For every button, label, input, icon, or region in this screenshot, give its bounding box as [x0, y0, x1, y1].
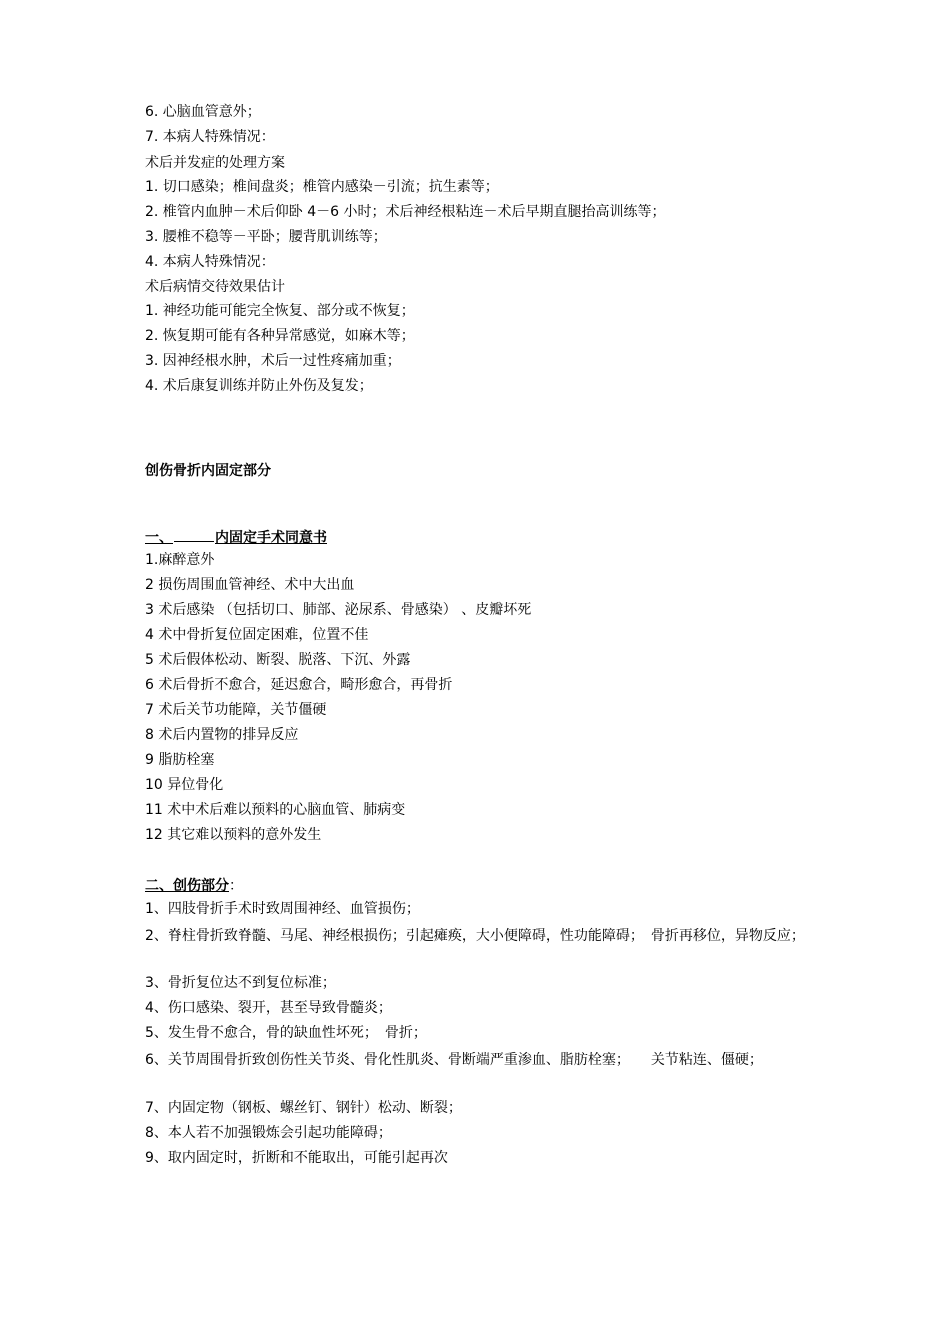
list-item: 9、取内固定时，折断和不能取出，可能引起再次: [145, 1150, 448, 1166]
text-line: 6. 心脑血管意外；: [145, 104, 261, 120]
text-line: 术后病情交待效果估计: [145, 279, 285, 295]
list-item: 6、关节周围骨折致创伤性关节炎、骨化性肌炎、骨断端严重渗血、脂肪栓塞； 关节粘连、僵硬；: [145, 1052, 763, 1068]
text-line: 3. 腰椎不稳等－平卧；腰背肌训练等；: [145, 229, 387, 245]
list-item: 8、本人若不加强锻炼会引起功能障碍；: [145, 1125, 392, 1141]
heading-consent: [145, 527, 327, 548]
list-item: 8 术后内置物的排异反应: [145, 727, 299, 743]
text-line: 2. 椎管内血肿－术后仰卧 4－6 小时；术后神经根粘连－术后早期直腿抬高训练等；: [145, 204, 666, 220]
list-item: 10 异位骨化: [145, 777, 224, 793]
heading-text: 二、创伤部分: [145, 878, 229, 894]
list-item: 12 其它难以预料的意外发生: [145, 827, 322, 843]
list-item: 1、四肢骨折手术时致周围神经、血管损伤；: [145, 901, 420, 917]
text-line: 4. 本病人特殊情况：: [145, 254, 275, 270]
text-line: 4. 术后康复训练并防止外伤及复发；: [145, 378, 373, 394]
text-line: 1. 神经功能可能完全恢复、部分或不恢复；: [145, 303, 415, 319]
text-line: 1. 切口感染；椎间盘炎；椎管内感染－引流；抗生素等；: [145, 179, 499, 195]
list-item: 3、骨折复位达不到复位标准；: [145, 975, 336, 991]
list-item: 4、伤口感染、裂开，甚至导致骨髓炎；: [145, 1000, 392, 1016]
list-item: 11 术中术后难以预料的心脑血管、肺病变: [145, 802, 406, 818]
text-line: 术后并发症的处理方案: [145, 155, 285, 171]
heading-suffix: ：: [229, 878, 243, 894]
list-item: 2、脊柱骨折致脊髓、马尾、神经根损伤；引起瘫痪，大小便障碍，性功能障碍； 骨折再移位，异物反应；: [145, 928, 805, 944]
list-item: 7、内固定物（钢板、螺丝钉、钢针）松动、断裂；: [145, 1100, 462, 1116]
list-item: 6 术后骨折不愈合，延迟愈合，畸形愈合，再骨折: [145, 677, 453, 693]
blank-underline: [174, 527, 214, 542]
list-item: 3 术后感染 （包括切口、肺部、泌尿系、骨感染） 、皮瓣坏死: [145, 602, 532, 618]
text-line: 7. 本病人特殊情况：: [145, 129, 275, 145]
list-item: 1.麻醉意外: [145, 552, 215, 568]
list-item: 5 术后假体松动、断裂、脱落、下沉、外露: [145, 652, 411, 668]
heading-prefix: 一、: [145, 530, 173, 546]
list-item: 9 脂肪栓塞: [145, 752, 215, 768]
heading-text: 内固定手术同意书: [215, 530, 327, 546]
text-line: 3. 因神经根水肿，术后一过性疼痛加重；: [145, 353, 401, 369]
heading-trauma: [145, 876, 243, 896]
text-line: 2. 恢复期可能有各种异常感觉，如麻木等；: [145, 328, 415, 344]
list-item: 7 术后关节功能障，关节僵硬: [145, 702, 327, 718]
list-item: 4 术中骨折复位固定困难，位置不佳: [145, 627, 369, 643]
section-title: 创伤骨折内固定部分: [145, 463, 271, 479]
list-item: 5、发生骨不愈合，骨的缺血性坏死； 骨折；: [145, 1025, 427, 1041]
list-item: 2 损伤周围血管神经、术中大出血: [145, 577, 355, 593]
